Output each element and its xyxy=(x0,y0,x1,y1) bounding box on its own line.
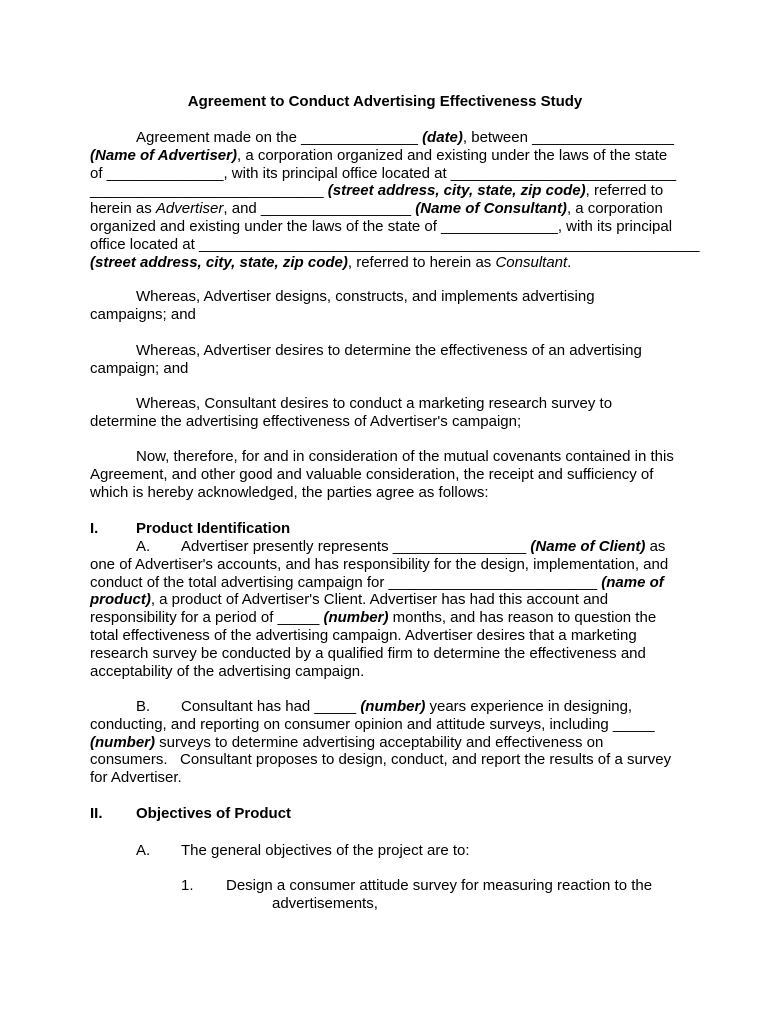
document-title: Agreement to Conduct Advertising Effectiveness Study xyxy=(187,93,583,110)
whereas-paragraph-3-line xyxy=(90,413,521,431)
text-run: as xyxy=(645,538,666,555)
list-marker: A. xyxy=(136,538,151,555)
text-run: campaign; and xyxy=(90,359,189,377)
text-run: , a product of Advertiser's Client. Advertiser has had this account and xyxy=(150,591,609,609)
intro-paragraph-line xyxy=(90,236,700,254)
whereas-paragraph-1-line xyxy=(90,288,595,306)
text-run: Whereas, Advertiser desires to determine the effectiveness of an advertising xyxy=(136,342,642,359)
text-run: Whereas, Advertiser designs, constructs, and implements advertising xyxy=(136,288,595,305)
text-run: , a corporation xyxy=(566,200,663,218)
now-therefore-paragraph-line xyxy=(90,466,653,484)
intro-paragraph-line xyxy=(90,218,672,236)
section-2-heading-line xyxy=(90,805,291,823)
text-run: , a corporation organized and existing under the laws of the state xyxy=(236,146,668,164)
whereas-paragraph-3-line xyxy=(90,395,612,413)
list-marker: A. xyxy=(136,842,151,859)
text-run: surveys to determine advertising acceptability and effectiveness on xyxy=(155,733,604,751)
intro-paragraph-line xyxy=(90,129,674,147)
text-run: organized and existing under the laws of the state of ______________, with its principal xyxy=(90,218,673,235)
text-run: , referred to herein as xyxy=(347,253,496,271)
placeholder-hint: (number) xyxy=(323,609,389,627)
placeholder-hint: (street address, city, state, zip code) xyxy=(90,253,348,271)
now-therefore-paragraph-line xyxy=(90,484,489,502)
section-2-a-line xyxy=(90,842,470,860)
list-marker: II. xyxy=(90,805,103,822)
intro-paragraph-line xyxy=(90,182,663,200)
placeholder-hint: (date) xyxy=(422,129,463,146)
section-1-a-line xyxy=(90,538,665,556)
text-run: one of Advertiser's accounts, and has responsibility for the design, implementation, and xyxy=(90,555,669,573)
text-run: Whereas, Consultant desires to conduct a marketing research survey to xyxy=(136,395,613,412)
text-run: , between _________________ xyxy=(462,129,674,146)
list-marker: B. xyxy=(136,698,151,715)
now-therefore-paragraph-line xyxy=(90,448,674,466)
text-run: The general objectives of the project are to: xyxy=(181,842,470,859)
heading-text: Objectives of Product xyxy=(136,805,292,822)
text-run: Consultant has had _____ xyxy=(181,698,361,715)
placeholder-hint: product) xyxy=(90,591,151,609)
text-run: conducting, and reporting on consumer opinion and attitude surveys, including _____ xyxy=(90,715,655,733)
section-2-a-1-line xyxy=(90,895,378,913)
heading-text: Product Identification xyxy=(136,520,291,537)
section-1-b-line xyxy=(90,769,182,787)
text-run: determine the advertising effectiveness of Advertiser's campaign; xyxy=(90,412,522,430)
section-1-a-line xyxy=(90,591,608,609)
text-run: herein as xyxy=(90,200,156,218)
placeholder-hint: (Name of Advertiser) xyxy=(90,146,237,164)
whereas-paragraph-2-line xyxy=(90,342,642,360)
whereas-paragraph-2-line xyxy=(90,360,188,378)
whereas-paragraph-1-line xyxy=(90,306,196,324)
section-1-a-line xyxy=(90,556,668,574)
section-1-b-line xyxy=(90,751,671,769)
section-2-a-1-line xyxy=(90,877,652,895)
text-run: , and __________________ xyxy=(223,200,416,218)
text-run: months, and has reason to question the xyxy=(388,609,657,627)
list-marker: 1. xyxy=(181,877,194,894)
text-run: total effectiveness of the advertising campaign. Advertiser desires that a marketing xyxy=(90,627,637,644)
text-run: Agreement made on the ______________ xyxy=(136,129,423,146)
text-run: Advertiser xyxy=(155,200,224,218)
text-run: years experience in designing, xyxy=(425,698,633,715)
placeholder-hint: (number) xyxy=(90,733,155,751)
placeholder-hint: (Name of Consultant) xyxy=(415,200,567,218)
intro-paragraph-line xyxy=(90,200,663,218)
text-run: , referred to xyxy=(585,182,664,200)
list-marker: I. xyxy=(90,520,99,537)
section-1-heading-line xyxy=(90,520,290,538)
text-run: Agreement, and other good and valuable consideration, the receipt and sufficiency of xyxy=(90,465,654,483)
placeholder-hint: (number) xyxy=(360,698,426,715)
placeholder-hint: (street address, city, state, zip code) xyxy=(327,182,586,200)
section-1-b-line xyxy=(90,716,655,734)
text-run: campaigns; and xyxy=(90,305,196,323)
placeholder-hint: (Name of Client) xyxy=(530,538,646,555)
intro-paragraph-line xyxy=(90,147,667,165)
text-run: research survey be conducted by a qualified firm to determine the effectiveness and xyxy=(90,644,646,662)
text-run: of ______________, with its principal office located at ___________________________ xyxy=(90,164,677,182)
intro-paragraph-line xyxy=(90,165,676,183)
text-run: Now, therefore, for and in consideration of the mutual covenants contained in this xyxy=(136,448,674,465)
text-run: consumers. Consultant proposes to design, conduct, and report the results of a survey xyxy=(90,751,672,769)
text-run: advertisements, xyxy=(272,894,378,912)
section-1-b-line xyxy=(90,734,603,752)
section-1-a-line xyxy=(90,609,656,627)
section-1-b-line xyxy=(90,698,632,716)
text-run: for Advertiser. xyxy=(90,769,182,787)
text-run: which is hereby acknowledged, the parties agree as follows: xyxy=(90,483,489,501)
section-1-a-line xyxy=(90,627,637,645)
text-run: Advertiser presently represents ________________ xyxy=(181,538,531,555)
placeholder-hint: (name of xyxy=(601,573,664,591)
text-run: Consultant xyxy=(495,253,568,271)
text-run: . xyxy=(567,253,572,271)
text-run: responsibility for a period of _____ xyxy=(90,609,324,627)
section-1-a-line xyxy=(90,663,364,681)
text-run: conduct of the total advertising campaign for _________________________ xyxy=(90,573,602,591)
section-1-a-line xyxy=(90,574,664,592)
intro-paragraph-line xyxy=(90,254,571,272)
text-run: ____________________________ xyxy=(90,182,328,200)
section-1-a-line xyxy=(90,645,646,663)
text-run: acceptability of the advertising campaign. xyxy=(90,662,365,680)
text-run: office located at ____________________________________________________________ xyxy=(90,235,700,253)
text-run: Design a consumer attitude survey for measuring reaction to the xyxy=(226,877,653,894)
